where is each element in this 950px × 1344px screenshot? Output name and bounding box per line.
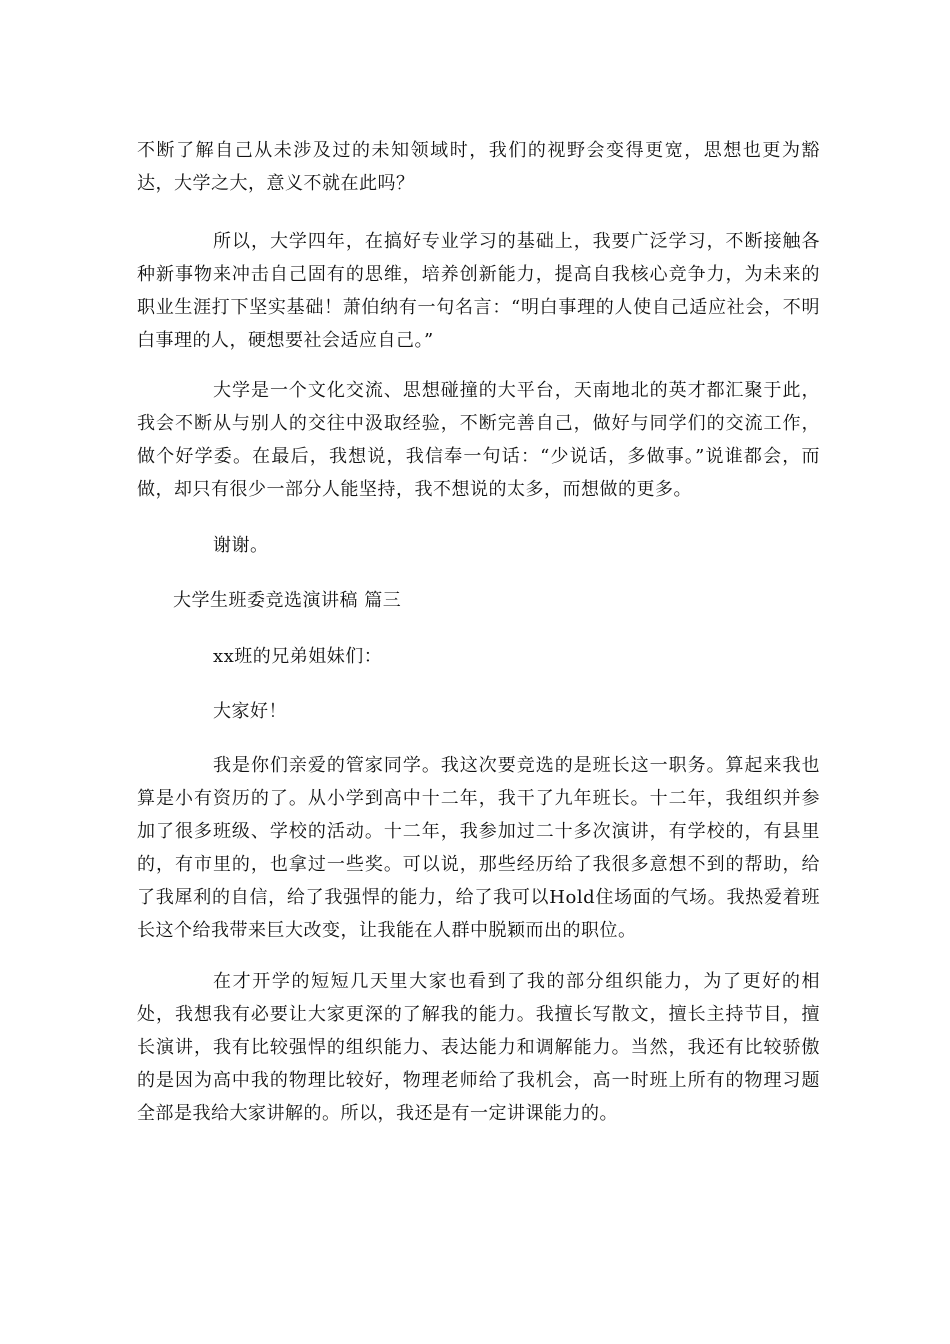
paragraph-continuation: 不断了解自己从未涉及过的未知领域时，我们的视野会变得更宽，思想也更为豁达，大学之大，意义不就在此吗？ — [137, 140, 820, 194]
paragraph-thanks: 谢谢。 — [213, 535, 269, 556]
paragraph-study-plan: 所以，大学四年，在搞好专业学习的基础上，我要广泛学习，不断接触各种新事物来冲击自己固有的思维，培养创新能力，提高自我核心竞争力，为未来的职业生涯打下坚实基础！萧伯纳有一句名言：“明白事理的人使自己适应社会，不明白事理的人，硬想要社会适应自己。” — [137, 231, 820, 351]
salutation: xx班的兄弟姐妹们： — [213, 646, 383, 667]
section-heading: 大学生班委竞选演讲稿 篇三 — [173, 590, 402, 611]
paragraph-abilities: 在才开学的短短几天里大家也看到了我的部分组织能力，为了更好的相处，我想我有必要让大家更深的了解我的能力。我擅长写散文，擅长主持节目，擅长演讲，我有比较强悍的组织能力、表达能力和调解能力。当然，我还有比较骄傲的是因为高中我的物理比较好，物理老师给了我机会，高一时班上所有的物理习题全部是我给大家讲解的。所以，我还是有一定讲课能力的。 — [137, 971, 820, 1124]
paragraph-exchange-platform: 大学是一个文化交流、思想碰撞的大平台，天南地北的英才都汇聚于此，我会不断从与别人的交往中汲取经验，不断完善自己，做好与同学们的交流工作，做个好学委。在最后，我想说，我信奉一句话：“少说话，多做事。”说谁都会，而做，却只有很少一部分人能坚持，我不想说的太多，而想做的更多。 — [137, 380, 820, 500]
greeting: 大家好！ — [213, 701, 287, 722]
paragraph-introduction: 我是你们亲爱的管家同学。我这次要竞选的是班长这一职务。算起来我也算是小有资历的了。从小学到高中十二年，我干了九年班长。十二年，我组织并参加了很多班级、学校的活动。十二年，我参加过二十多次演讲，有学校的，有县里的，有市里的，也拿过一些奖。可以说，那些经历给了我很多意想不到的帮助，给了我犀利的自信，给了我强悍的能力，给了我可以Hold住场面的气场。我热爱着班长这个给我带来巨大改变，让我能在人群中脱颖而出的职位。 — [137, 755, 820, 941]
